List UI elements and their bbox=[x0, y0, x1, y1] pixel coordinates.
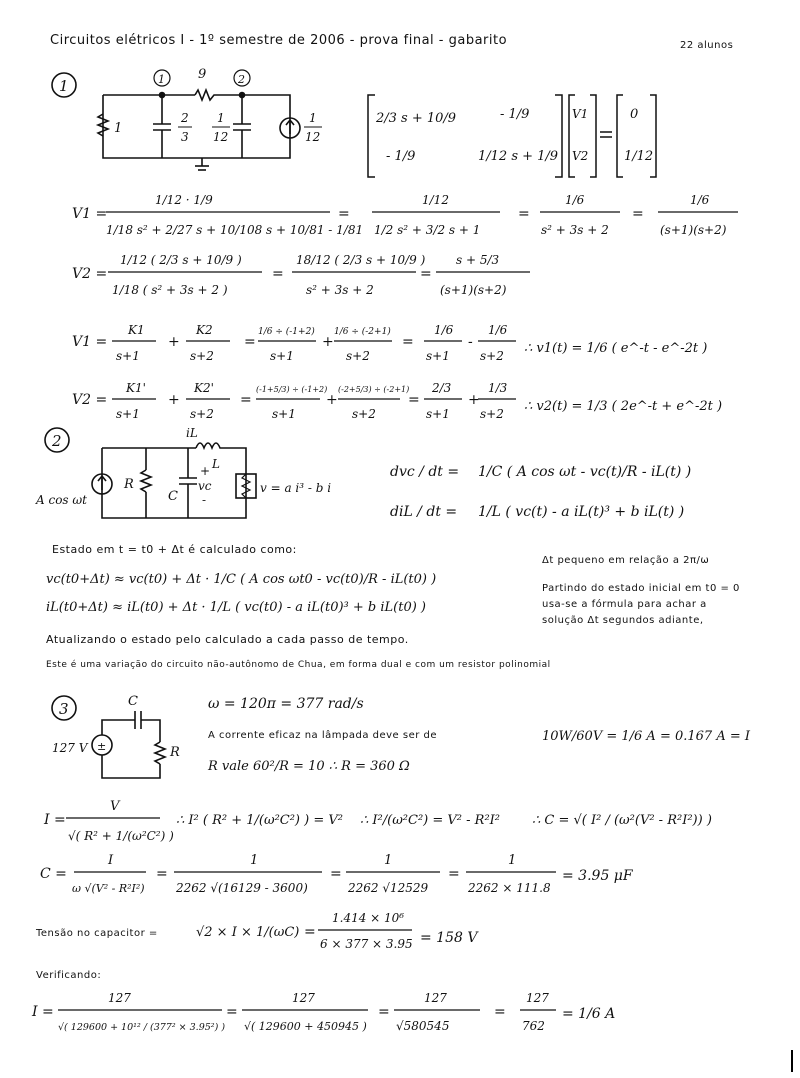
v1-lhs: V1 = bbox=[72, 206, 108, 222]
current-calc: 10W/60V = 1/6 A = 0.167 A = I bbox=[542, 729, 750, 744]
state-eq1: vc(t0+Δt) ≈ vc(t0) + Δt · 1/C ( A cos ωt0 - vc(t0)/R - iL(t0) ) bbox=[46, 572, 437, 587]
matrix-a12: - 1/9 bbox=[500, 107, 530, 122]
pf2-k2: K2' bbox=[194, 381, 214, 395]
matrix-rhs1: 0 bbox=[630, 107, 639, 122]
i-step3: ∴ C = √( I² / (ω²(V² - R²I²)) ) bbox=[532, 813, 712, 828]
pf1-result: ∴ v1(t) = 1/6 ( e^-t - e^-2t ) bbox=[524, 341, 708, 356]
v1-frac3-num: 1/6 bbox=[565, 193, 585, 207]
i-step2: ∴ I²/(ω²C²) = V² - R²I² bbox=[360, 813, 501, 828]
svg-text:=: = bbox=[330, 866, 342, 882]
vc-label: Tensão no capacitor = bbox=[36, 928, 158, 939]
circuit2-c: C bbox=[168, 489, 178, 504]
pf2-result: ∴ v2(t) = 1/3 ( 2e^-t + e^-2t ) bbox=[524, 399, 723, 414]
c-frac1-den: ω √(V² - R²I²) bbox=[72, 882, 145, 895]
c-frac3-num: 1 bbox=[384, 853, 393, 868]
ver-result: = 1/6 A bbox=[562, 1006, 616, 1022]
pf2-s1-num: 2/3 bbox=[432, 381, 452, 395]
svg-text:=: = bbox=[156, 866, 168, 882]
r-line: R vale 60²/R = 10 ∴ R = 360 Ω bbox=[208, 759, 410, 774]
pf1-d1: s+1 bbox=[116, 349, 140, 363]
pf1-k1: K1 bbox=[128, 323, 145, 337]
verify-label: Verificando: bbox=[36, 970, 102, 981]
c-frac2-num: 1 bbox=[250, 853, 259, 868]
svg-text:=: = bbox=[518, 206, 530, 222]
pf2-r1-num: (-1+5/3) ÷ (-1+2) bbox=[256, 385, 328, 394]
ver-frac1-den: √( 129600 + 10¹² / (377² × 3.95²) ) bbox=[58, 1022, 226, 1033]
state-line: Estado em t = t0 + Δt é calculado como: bbox=[52, 543, 297, 556]
vc-expr: √2 × I × 1/(ωC) bbox=[196, 925, 300, 940]
circuit1-c1-den: 3 bbox=[181, 130, 189, 144]
c-frac3-den: 2262 √12529 bbox=[348, 881, 429, 895]
pf2-s2-num: 1/3 bbox=[488, 381, 508, 395]
note-3: usa-se a fórmula para achar a bbox=[542, 599, 707, 610]
matrix-a21: - 1/9 bbox=[386, 149, 416, 164]
update-line: Atualizando o estado pelo calculado a cada passo de tempo. bbox=[46, 633, 409, 646]
circuit2-nonlinear: v = a i³ - b i bbox=[260, 481, 332, 495]
vc-frac-den: 6 × 377 × 3.95 bbox=[320, 937, 413, 951]
c-frac1-num: I bbox=[108, 853, 114, 868]
matrix-a11: 2/3 s + 10/9 bbox=[376, 111, 457, 126]
omega-line: ω = 120π = 377 rad/s bbox=[208, 696, 364, 712]
i-lhs: I = bbox=[44, 812, 66, 828]
vc-result: = 158 V bbox=[420, 930, 478, 946]
c-frac4-den: 2262 × 111.8 bbox=[468, 881, 551, 895]
svg-text:-: - bbox=[468, 334, 473, 350]
svg-text:=: = bbox=[338, 206, 350, 222]
pf1-r2-num: 1/6 ÷ (-2+1) bbox=[334, 327, 391, 337]
circuit2-vc: vc bbox=[198, 479, 212, 493]
vc-frac-num: 1.414 × 10⁶ bbox=[332, 911, 405, 925]
state-eq2: iL(t0+Δt) ≈ iL(t0) + Δt · 1/L ( vc(t0) - a iL(t0)³ + b iL(t0) ) bbox=[46, 600, 426, 615]
svg-text:=: = bbox=[494, 1004, 506, 1020]
circuit1-c2-num: 1 bbox=[217, 111, 225, 125]
header-students: 22 alunos bbox=[680, 40, 734, 51]
closing-line: Este é uma variação do circuito não-autônomo de Chua, em forma dual e com um resistor polinomial bbox=[46, 660, 551, 670]
svg-text:=: = bbox=[304, 924, 316, 940]
ver-frac3-den: √580545 bbox=[396, 1019, 450, 1033]
svg-text:+: + bbox=[326, 392, 338, 408]
circuit1-c2-den: 12 bbox=[213, 130, 229, 144]
svg-text:=: = bbox=[240, 392, 252, 408]
svg-text:+: + bbox=[468, 392, 480, 408]
pf1-s1-num: 1/6 bbox=[434, 323, 454, 337]
svg-text:=: = bbox=[244, 334, 256, 350]
c-frac2-den: 2262 √(16129 - 3600) bbox=[176, 881, 308, 895]
svg-text:s+1: s+1 bbox=[426, 349, 450, 363]
v1-frac2-num: 1/12 bbox=[422, 193, 449, 207]
svg-text:=: = bbox=[448, 866, 460, 882]
ver-frac2-den: √( 129600 + 450945 ) bbox=[244, 1020, 367, 1033]
ver-frac2-num: 127 bbox=[292, 991, 315, 1005]
svg-text:=: = bbox=[420, 266, 432, 282]
circuit2-r: R bbox=[124, 477, 134, 492]
circuit2-plus: + bbox=[200, 464, 211, 478]
v1-frac4-num: 1/6 bbox=[690, 193, 710, 207]
svg-text:+: + bbox=[322, 334, 334, 350]
v2-lhs: V2 = bbox=[72, 266, 108, 282]
v2-frac1-den: 1/18 ( s² + 3s + 2 ) bbox=[112, 283, 228, 297]
pf1-lhs: V1 = bbox=[72, 334, 108, 350]
v2-frac2-den: s² + 3s + 2 bbox=[306, 283, 374, 297]
i-num: V bbox=[110, 799, 120, 814]
problem2-number: 2 bbox=[52, 432, 62, 450]
i-step1: ∴ I² ( R² + 1/(ω²C²) ) = V² bbox=[176, 813, 343, 828]
svg-text:=: = bbox=[632, 206, 644, 222]
pf2-d2: s+2 bbox=[190, 407, 214, 421]
problem3-number: 3 bbox=[59, 700, 69, 718]
ver-frac4-den: 762 bbox=[522, 1019, 545, 1033]
v1-frac4-den: (s+1)(s+2) bbox=[660, 223, 727, 237]
svg-text:s+2: s+2 bbox=[346, 349, 370, 363]
c-frac4-num: 1 bbox=[508, 853, 517, 868]
note-4: solução Δt segundos adiante, bbox=[542, 615, 704, 626]
pf2-lhs: V2 = bbox=[72, 392, 108, 408]
circuit3-v: 127 V bbox=[52, 741, 88, 755]
svg-text:=: = bbox=[272, 266, 284, 282]
header-title: Circuitos elétricos I - 1º semestre de 2006 - prova final - gabarito bbox=[50, 33, 508, 48]
v2-frac3-num: s + 5/3 bbox=[456, 253, 500, 267]
svg-text:s+2: s+2 bbox=[480, 349, 504, 363]
circuit1-node2: 2 bbox=[238, 73, 245, 86]
svg-text:=: = bbox=[408, 392, 420, 408]
svg-text:=: = bbox=[226, 1004, 238, 1020]
circuit3-c: C bbox=[128, 694, 138, 709]
pf1-k2: K2 bbox=[196, 323, 213, 337]
ver-frac1-num: 127 bbox=[108, 991, 131, 1005]
v1-frac1-den: 1/18 s² + 2/27 s + 10/108 s + 10/81 - 1/81 bbox=[106, 223, 364, 237]
circuit-2 bbox=[92, 443, 256, 518]
circuit1-c1-num: 2 bbox=[181, 111, 189, 125]
ver-frac3-num: 127 bbox=[424, 991, 447, 1005]
circuit1-node1: 1 bbox=[158, 73, 165, 86]
v1-frac3-den: s² + 3s + 2 bbox=[541, 223, 609, 237]
note-1: Δt pequeno em relação a 2π/ω bbox=[542, 555, 710, 566]
note-2: Partindo do estado inicial em t0 = 0 bbox=[542, 583, 740, 594]
svg-text:=: = bbox=[378, 1004, 390, 1020]
circuit3-r: R bbox=[170, 745, 180, 760]
eq1-lhs: dvc / dt = bbox=[390, 464, 460, 480]
circuit1-r-series: 9 bbox=[198, 67, 207, 82]
circuit1-src-num: 1 bbox=[309, 111, 317, 125]
pf2-d1: s+1 bbox=[116, 407, 140, 421]
matrix-v2: V2 bbox=[572, 149, 589, 163]
circuit2-source: A cos ωt bbox=[36, 493, 88, 507]
pf1-r1-num: 1/6 ÷ (-1+2) bbox=[258, 327, 315, 337]
ver-frac4-num: 127 bbox=[526, 991, 549, 1005]
pf1-s2-num: 1/6 bbox=[488, 323, 508, 337]
circuit3-pm: ± bbox=[97, 740, 107, 753]
c-lhs: C = bbox=[40, 866, 67, 882]
eq2-rhs: 1/L ( vc(t) - a iL(t)³ + b iL(t) ) bbox=[478, 504, 685, 520]
eq2-lhs: diL / dt = bbox=[390, 504, 458, 520]
v1-frac1-num: 1/12 · 1/9 bbox=[155, 193, 213, 207]
svg-text:+: + bbox=[168, 392, 180, 408]
svg-text:s+1: s+1 bbox=[270, 349, 294, 363]
ver-lhs: I = bbox=[32, 1004, 54, 1020]
circuit1-src-den: 12 bbox=[305, 130, 321, 144]
v1-frac2-den: 1/2 s² + 3/2 s + 1 bbox=[374, 223, 481, 237]
circuit-1 bbox=[98, 90, 300, 170]
svg-text:s+2: s+2 bbox=[352, 407, 376, 421]
matrix-rhs2: 1/12 bbox=[624, 149, 654, 164]
pf2-k1: K1' bbox=[126, 381, 146, 395]
svg-text:s+1: s+1 bbox=[426, 407, 450, 421]
problem1-number: 1 bbox=[59, 77, 69, 95]
svg-text:s+1: s+1 bbox=[272, 407, 296, 421]
pf1-d2: s+2 bbox=[190, 349, 214, 363]
scan-edge-mark bbox=[791, 1050, 793, 1072]
circuit2-il: iL bbox=[186, 426, 198, 440]
svg-text:s+2: s+2 bbox=[480, 407, 504, 421]
matrix-v1: V1 bbox=[572, 107, 589, 121]
v2-frac2-num: 18/12 ( 2/3 s + 10/9 ) bbox=[296, 253, 426, 267]
c-result: = 3.95 μF bbox=[562, 868, 633, 884]
svg-text:=: = bbox=[402, 334, 414, 350]
current-text: A corrente eficaz na lâmpada deve ser de bbox=[208, 730, 438, 741]
i-den: √( R² + 1/(ω²C²) ) bbox=[68, 829, 174, 843]
v2-frac3-den: (s+1)(s+2) bbox=[440, 283, 507, 297]
circuit2-minus: - bbox=[202, 493, 207, 507]
matrix-a22: 1/12 s + 1/9 bbox=[478, 149, 559, 164]
circuit1-r-left: 1 bbox=[114, 121, 123, 136]
eq1-rhs: 1/C ( A cos ωt - vc(t)/R - iL(t) ) bbox=[478, 464, 692, 480]
circuit2-l: L bbox=[212, 457, 220, 471]
v2-frac1-num: 1/12 ( 2/3 s + 10/9 ) bbox=[120, 253, 242, 267]
svg-text:+: + bbox=[168, 334, 180, 350]
pf2-r2-num: (-2+5/3) ÷ (-2+1) bbox=[338, 385, 410, 394]
